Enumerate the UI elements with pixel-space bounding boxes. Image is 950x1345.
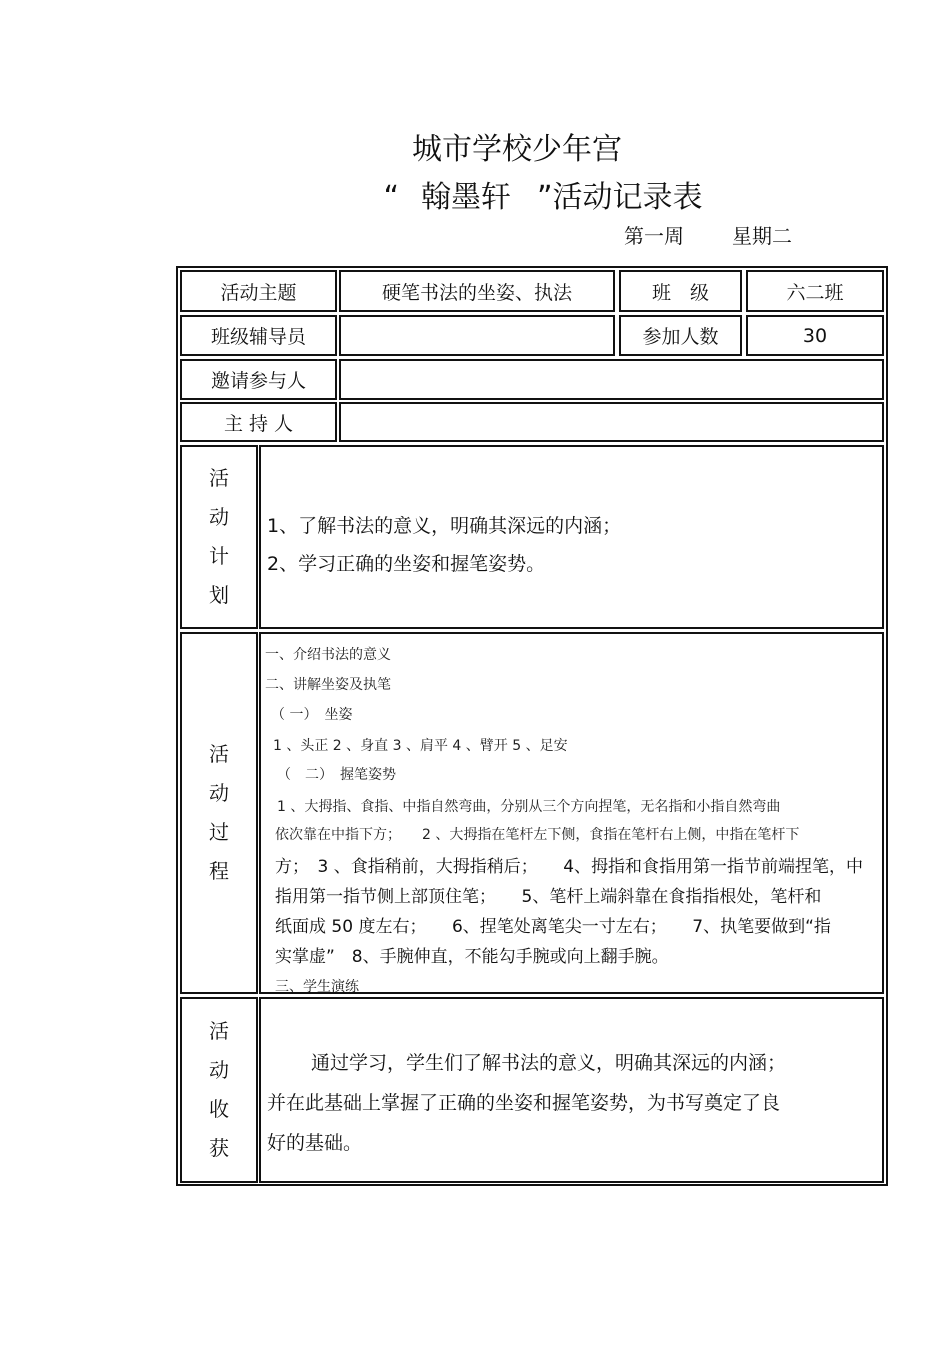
participants-value: 30 [746, 315, 884, 356]
process-label-char: 过 [209, 820, 229, 844]
counselor-value [339, 315, 615, 356]
process-label-char: 活 [209, 742, 229, 766]
plan-line: 2、学习正确的坐姿和握笔姿势。 [267, 553, 546, 575]
gains-label-char: 收 [209, 1097, 229, 1121]
subtitle-open-quote: “ [383, 180, 399, 215]
participants-label: 参加人数 [619, 315, 742, 356]
host-label: 主 持 人 [180, 402, 337, 442]
process-content [259, 632, 884, 994]
gains-content [259, 997, 884, 1183]
document-subtitle [68, 172, 950, 216]
process-line: 一、介绍书法的意义 [265, 647, 391, 663]
invitees-label: 邀请参与人 [180, 359, 337, 400]
class-value: 六二班 [746, 270, 884, 312]
theme-value: 硬笔书法的坐姿、执法 [339, 270, 615, 312]
gains-label [180, 997, 258, 1183]
plan-line: 1、了解书法的意义，明确其深远的内涵； [267, 515, 622, 537]
process-label-char: 程 [209, 859, 229, 883]
host-value [339, 402, 884, 442]
process-line: 指用第一指节侧上部顶住笔； 5、笔杆上端斜靠在食指指根处，笔杆和 [275, 887, 822, 907]
plan-label-char: 划 [209, 583, 229, 607]
gains-line: 通过学习，学生们了解书法的意义，明确其深远的内涵； [311, 1052, 787, 1074]
plan-label-char: 动 [209, 505, 229, 529]
gains-line: 并在此基础上掌握了正确的坐姿和握笔姿势，为书写奠定了良 [267, 1092, 781, 1114]
class-label: 班 级 [619, 270, 742, 312]
theme-label: 活动主题 [180, 270, 337, 312]
counselor-label: 班级辅导员 [180, 315, 337, 356]
process-label [180, 632, 258, 994]
plan-label-char: 活 [209, 466, 229, 490]
plan-content [259, 445, 884, 629]
plan-label [180, 445, 258, 629]
record-table [176, 266, 888, 1186]
process-line: 实掌虚” 8、手腕伸直，不能勾手腕或向上翻手腕。 [275, 947, 669, 967]
process-line: 1 、大拇指、食指、中指自然弯曲，分别从三个方向捏笔，无名指和小指自然弯曲 [277, 799, 781, 815]
gains-label-char: 活 [209, 1019, 229, 1043]
gains-label-char: 动 [209, 1058, 229, 1082]
document-title: 城市学校少年宫 [412, 132, 622, 167]
process-line: 纸面成 50 度左右； 6、捏笔处离笔尖一寸左右； 7、执笔要做到“指 [275, 917, 831, 937]
invitees-value [339, 359, 884, 400]
process-line: 二、讲解坐姿及执笔 [265, 677, 391, 693]
process-line: 三、学生演练 [275, 979, 359, 995]
gains-line: 好的基础。 [267, 1132, 363, 1154]
process-line: （ 二） 握笔姿势 [277, 767, 396, 783]
gains-label-char: 获 [209, 1136, 229, 1160]
process-line: （ 一） 坐姿 [271, 707, 353, 723]
week-info [624, 220, 792, 249]
plan-label-char: 计 [209, 544, 229, 568]
process-line: 依次靠在中指下方； 2 、大拇指在笔杆左下侧，食指在笔杆右上侧，中指在笔杆下 [275, 827, 800, 843]
process-line: 1 、头正 2 、身直 3 、肩平 4 、臂开 5 、足安 [273, 738, 568, 754]
subtitle-club-name: 翰墨轩 [421, 180, 511, 215]
week-number: 第一周 [624, 224, 684, 248]
process-line: 方； 3 、食指稍前，大拇指稍后； 4、拇指和食指用第一指节前端捏笔，中 [275, 857, 864, 877]
process-label-char: 动 [209, 781, 229, 805]
subtitle-suffix: ”活动记录表 [537, 180, 703, 215]
weekday: 星期二 [732, 224, 792, 248]
